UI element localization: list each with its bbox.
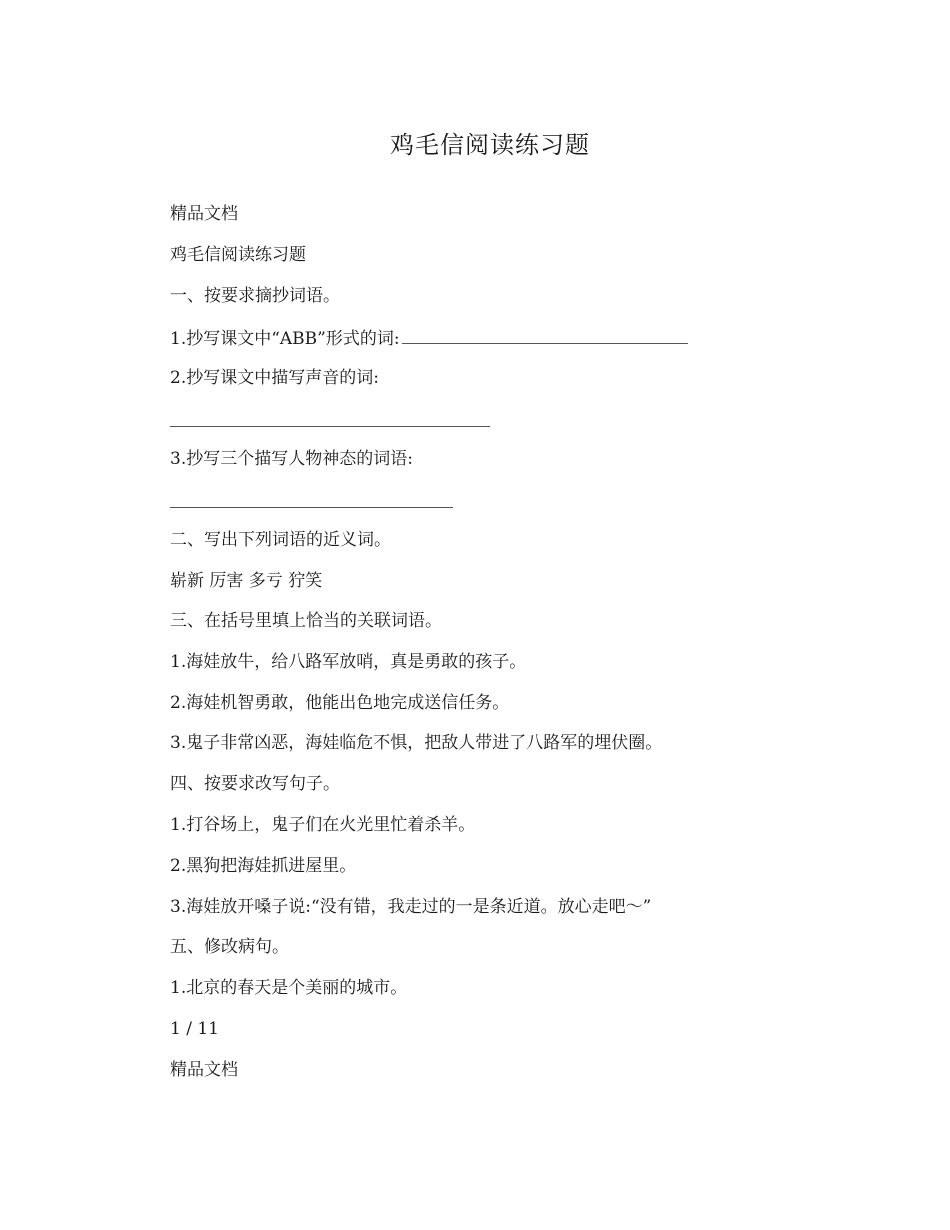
section4-heading: 四、按要求改写句子。: [170, 774, 340, 794]
section4-question-3: 3.海娃放开嗓子说:“没有错，我走过的一是条近道。放心走吧～”: [170, 897, 652, 917]
section3-question-3: 3.鬼子非常凶恶，海娃临危不惧，把敌人带进了八路军的埋伏圈。: [170, 733, 663, 753]
section1-heading: 一、按要求摘抄词语。: [170, 286, 340, 306]
section3-question-1: 1.海娃放牛，给八路军放哨，真是勇敢的孩子。: [170, 652, 527, 672]
section1-question-2: 2.抄写课文中描写声音的词:: [170, 368, 379, 388]
section1-question-1: [170, 325, 688, 351]
section1-question-3: 3.抄写三个描写人物神态的词语:: [170, 449, 413, 469]
section4-question-2: 2.黑狗把海娃抓进屋里。: [170, 856, 357, 876]
section2-words: 崭新 厉害 多亏 狞笑: [170, 571, 323, 591]
section5-question-1: 1.北京的春天是个美丽的城市。: [170, 978, 408, 998]
section3-question-2: 2.海娃机智勇敢，他能出色地完成送信任务。: [170, 693, 510, 713]
document-subtitle: 鸡毛信阅读练习题: [170, 245, 306, 265]
section1-question-1-text: 1.抄写课文中“ABB”形式的词:: [170, 329, 400, 349]
answer-blank[interactable]: [170, 426, 490, 427]
answer-blank[interactable]: [402, 325, 688, 344]
section5-heading: 五、修改病句。: [170, 937, 289, 957]
section4-question-1: 1.打谷场上，鬼子们在火光里忙着杀羊。: [170, 815, 476, 835]
page-number: 1 / 11: [170, 1019, 219, 1039]
header-label: 精品文档: [170, 204, 238, 224]
answer-blank[interactable]: [170, 507, 453, 508]
document-title: 鸡毛信阅读练习题: [390, 131, 590, 159]
footer-label: 精品文档: [170, 1060, 238, 1080]
section2-heading: 二、写出下列词语的近义词。: [170, 530, 391, 550]
section3-heading: 三、在括号里填上恰当的关联词语。: [170, 611, 442, 631]
